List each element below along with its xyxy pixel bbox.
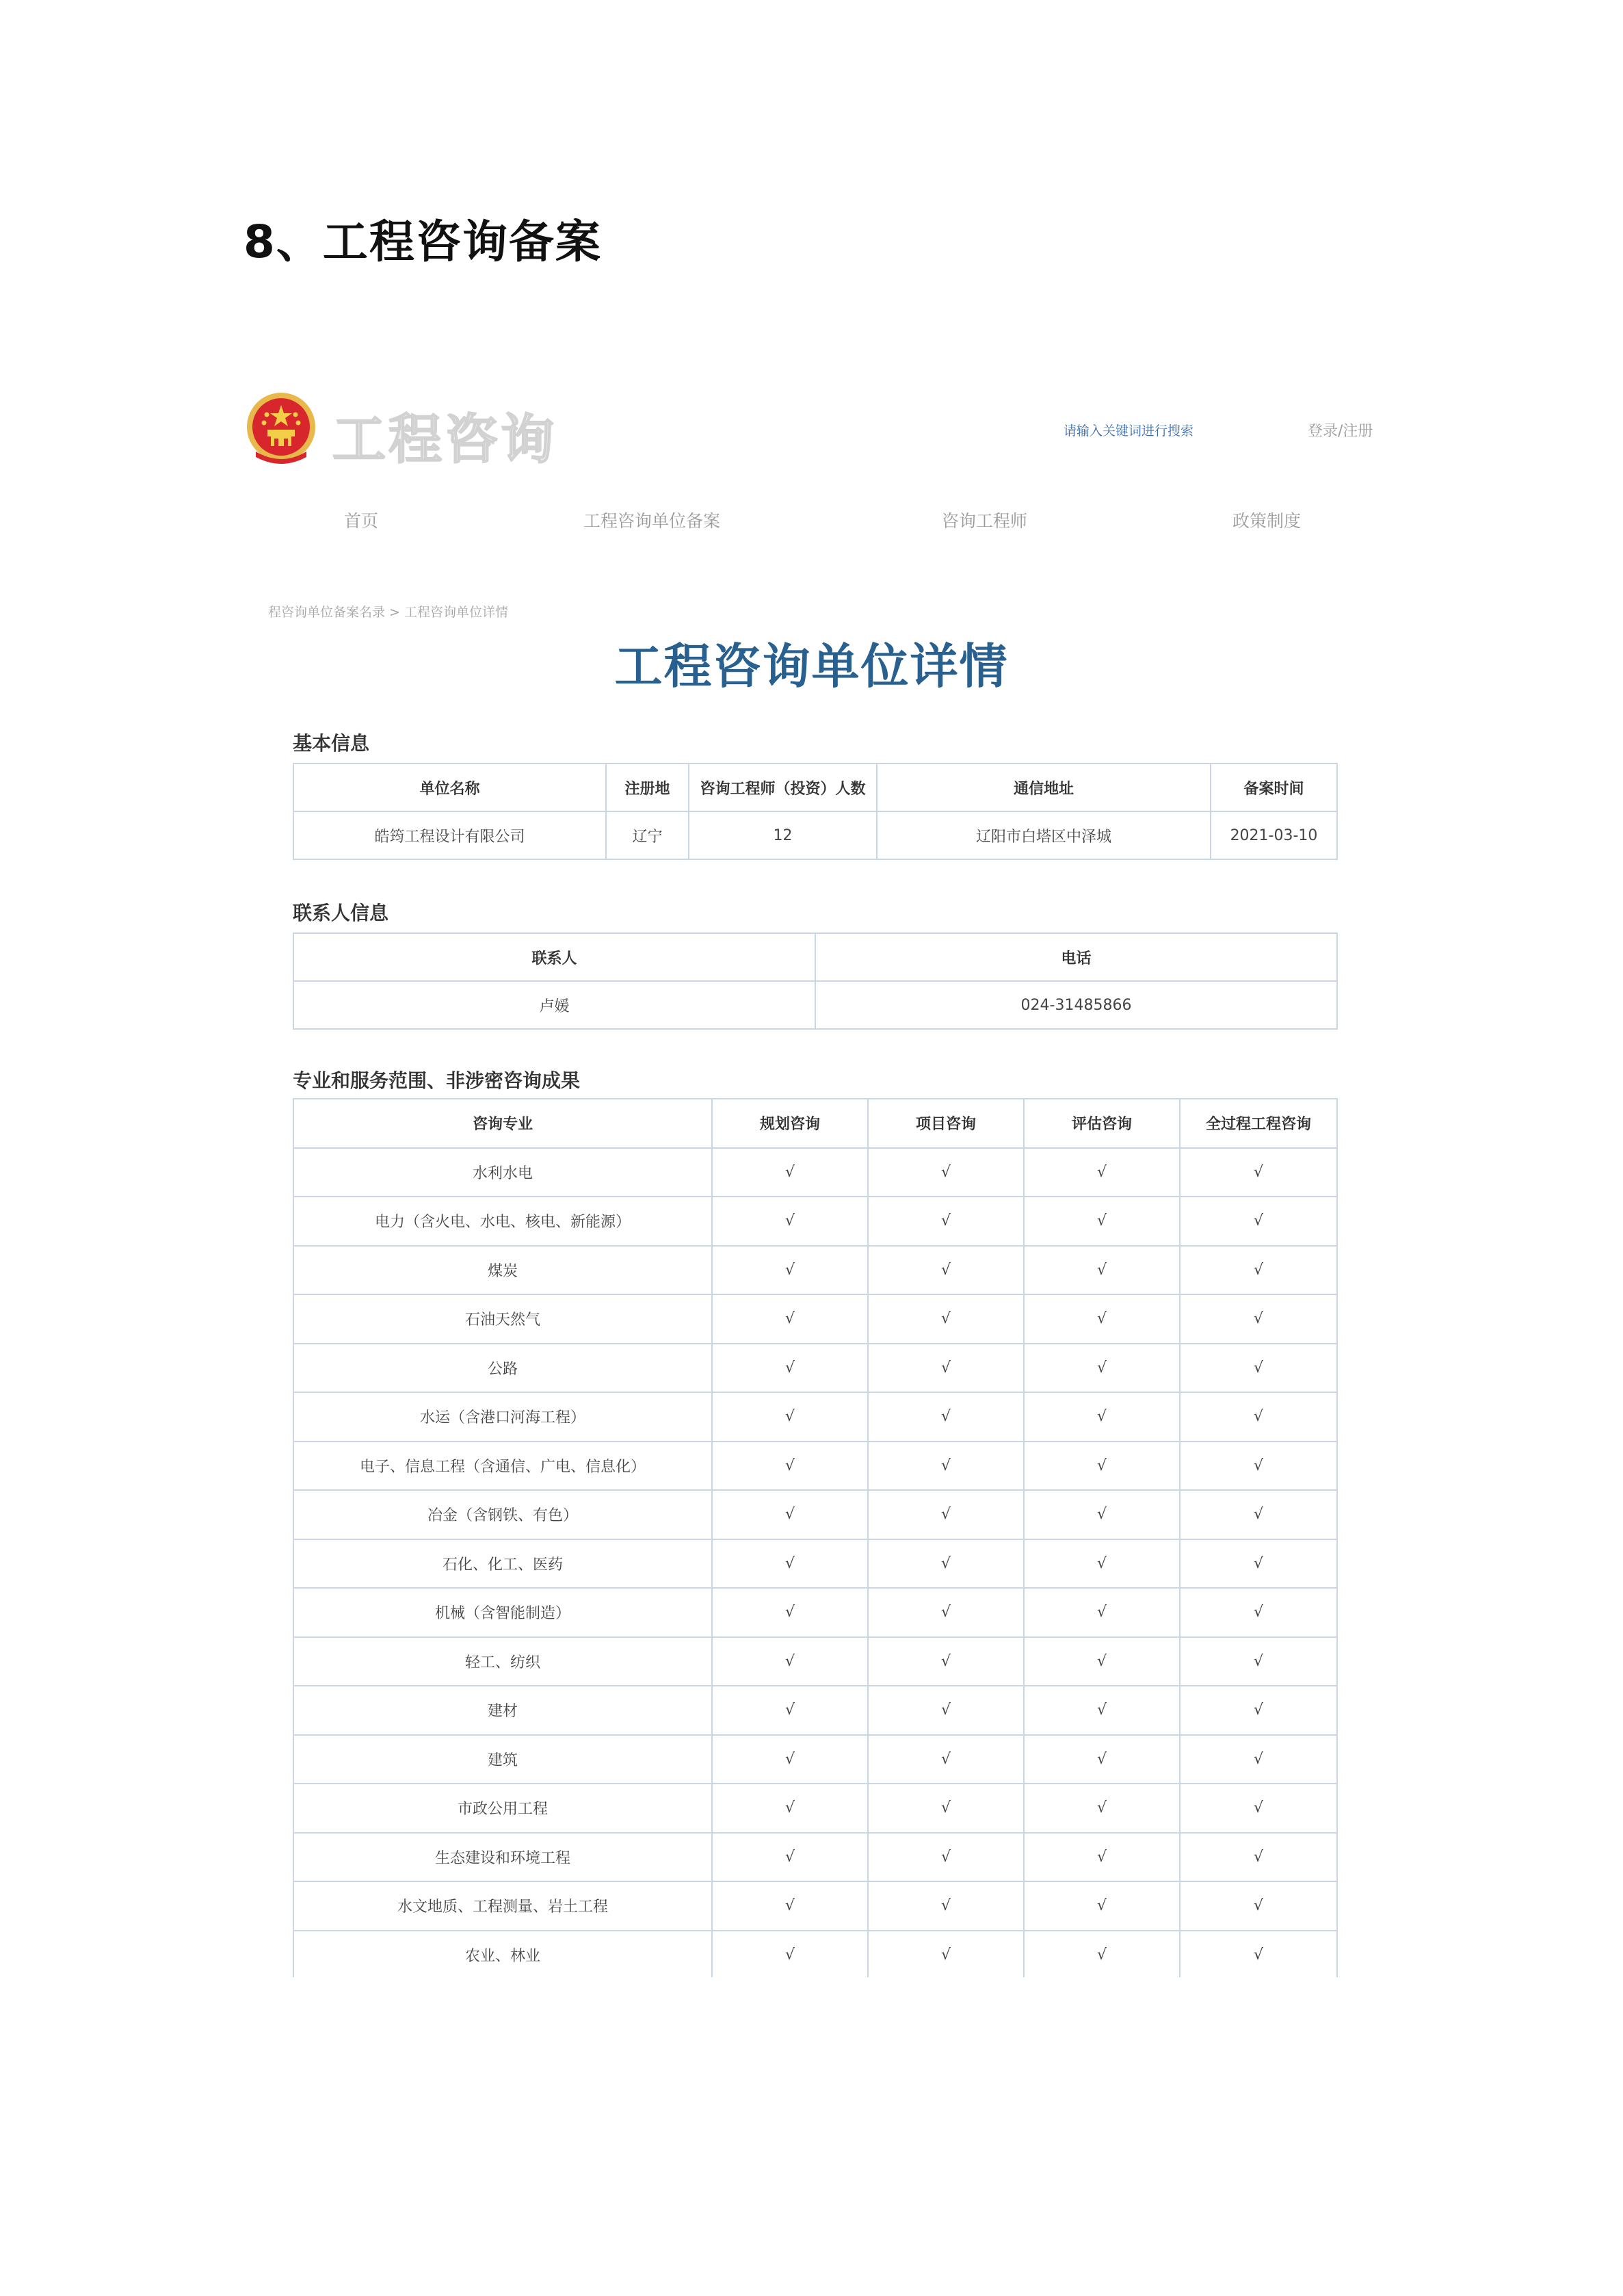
check-mark: √	[868, 1931, 1024, 1978]
check-mark: √	[712, 1294, 868, 1344]
specialty-name: 水利水电	[293, 1148, 712, 1197]
check-mark: √	[712, 1931, 868, 1978]
check-mark: √	[1024, 1344, 1180, 1393]
site-logo-text[interactable]: 工程咨询	[332, 409, 557, 471]
check-mark: √	[1024, 1392, 1180, 1441]
check-mark: √	[868, 1246, 1024, 1295]
check-mark: √	[1180, 1833, 1337, 1882]
specialty-name: 煤炭	[293, 1246, 712, 1295]
check-mark: √	[868, 1392, 1024, 1441]
header-evaluation: 评估咨询	[1024, 1099, 1180, 1148]
check-mark: √	[1024, 1148, 1180, 1197]
check-mark: √	[868, 1686, 1024, 1735]
check-mark: √	[712, 1637, 868, 1686]
table-row	[293, 811, 1337, 859]
table-row	[293, 1392, 1337, 1441]
check-mark: √	[712, 1588, 868, 1637]
search-input[interactable]: 请输入关键词进行搜索	[1064, 423, 1194, 439]
check-mark: √	[1024, 1539, 1180, 1589]
check-mark: √	[1180, 1881, 1337, 1931]
section-heading: 8、工程咨询备案	[243, 216, 602, 268]
contact-info-table	[293, 932, 1338, 1030]
header-unit-name: 单位名称	[293, 764, 606, 811]
nav-policy[interactable]: 政策制度	[1232, 511, 1302, 531]
filing-date: 2021-03-10	[1211, 811, 1337, 859]
check-mark: √	[1180, 1490, 1337, 1539]
check-mark: √	[1024, 1735, 1180, 1784]
check-mark: √	[712, 1686, 868, 1735]
check-mark: √	[1180, 1784, 1337, 1833]
header-phone: 电话	[815, 933, 1337, 981]
check-mark: √	[712, 1881, 868, 1931]
scope-table-viewport	[287, 1098, 1344, 1977]
check-mark: √	[712, 1197, 868, 1246]
specialty-name: 电力（含火电、水电、核电、新能源）	[293, 1197, 712, 1246]
specialty-name: 机械（含智能制造）	[293, 1588, 712, 1637]
check-mark: √	[1180, 1686, 1337, 1735]
check-mark: √	[712, 1539, 868, 1589]
check-mark: √	[1024, 1686, 1180, 1735]
table-row	[293, 1588, 1337, 1637]
specialty-name: 轻工、纺织	[293, 1637, 712, 1686]
check-mark: √	[1024, 1588, 1180, 1637]
check-mark: √	[712, 1735, 868, 1784]
check-mark: √	[712, 1392, 868, 1441]
check-mark: √	[868, 1637, 1024, 1686]
specialty-name: 市政公用工程	[293, 1784, 712, 1833]
table-row	[293, 1441, 1337, 1491]
header-project: 项目咨询	[868, 1099, 1024, 1148]
nav-unit-filing[interactable]: 工程咨询单位备案	[583, 511, 721, 531]
header-address: 通信地址	[877, 764, 1211, 811]
engineer-count: 12	[689, 811, 877, 859]
check-mark: √	[712, 1246, 868, 1295]
address: 辽阳市白塔区中泽城	[877, 811, 1211, 859]
check-mark: √	[712, 1441, 868, 1491]
check-mark: √	[868, 1148, 1024, 1197]
check-mark: √	[1024, 1784, 1180, 1833]
check-mark: √	[1180, 1637, 1337, 1686]
check-mark: √	[712, 1148, 868, 1197]
check-mark: √	[1024, 1637, 1180, 1686]
contact-person: 卢媛	[293, 981, 815, 1029]
check-mark: √	[1180, 1441, 1337, 1491]
scope-table	[293, 1098, 1338, 1977]
check-mark: √	[1024, 1490, 1180, 1539]
header-contact-person: 联系人	[293, 933, 815, 981]
specialty-name: 石化、化工、医药	[293, 1539, 712, 1589]
check-mark: √	[712, 1344, 868, 1393]
check-mark: √	[712, 1833, 868, 1882]
check-mark: √	[868, 1784, 1024, 1833]
check-mark: √	[868, 1490, 1024, 1539]
contact-info-title: 联系人信息	[293, 902, 389, 924]
table-row	[293, 1246, 1337, 1295]
check-mark: √	[1024, 1246, 1180, 1295]
specialty-name: 水运（含港口河海工程）	[293, 1392, 712, 1441]
check-mark: √	[1024, 1833, 1180, 1882]
specialty-name: 电子、信息工程（含通信、广电、信息化）	[293, 1441, 712, 1491]
header-filing-date: 备案时间	[1211, 764, 1337, 811]
specialty-name: 冶金（含钢铁、有色）	[293, 1490, 712, 1539]
table-row	[293, 1197, 1337, 1246]
national-emblem-icon	[243, 391, 319, 467]
check-mark: √	[1180, 1344, 1337, 1393]
specialty-name: 石油天然气	[293, 1294, 712, 1344]
table-row	[293, 981, 1337, 1029]
check-mark: √	[1180, 1294, 1337, 1344]
table-row	[293, 1344, 1337, 1393]
table-row	[293, 1637, 1337, 1686]
check-mark: √	[868, 1735, 1024, 1784]
specialty-name: 农业、林业	[293, 1931, 712, 1978]
table-row	[293, 1686, 1337, 1735]
table-row	[293, 1833, 1337, 1882]
table-row	[293, 1539, 1337, 1589]
header-whole-process: 全过程工程咨询	[1180, 1099, 1337, 1148]
header-specialty: 咨询专业	[293, 1099, 712, 1148]
check-mark: √	[1180, 1931, 1337, 1978]
check-mark: √	[712, 1784, 868, 1833]
table-row	[293, 1784, 1337, 1833]
basic-info-title: 基本信息	[293, 732, 370, 755]
basic-info-table	[293, 763, 1338, 860]
table-row	[293, 1881, 1337, 1931]
check-mark: √	[868, 1294, 1024, 1344]
breadcrumb[interactable]: 程咨询单位备案名录 > 工程咨询单位详情	[268, 605, 509, 620]
check-mark: √	[1180, 1588, 1337, 1637]
check-mark: √	[1024, 1441, 1180, 1491]
header-engineer-count: 咨询工程师（投资）人数	[689, 764, 877, 811]
check-mark: √	[1180, 1735, 1337, 1784]
scope-title: 专业和服务范围、非涉密咨询成果	[293, 1069, 581, 1092]
check-mark: √	[868, 1441, 1024, 1491]
check-mark: √	[1024, 1881, 1180, 1931]
table-row	[293, 1490, 1337, 1539]
page-title: 工程咨询单位详情	[614, 638, 1009, 694]
login-link[interactable]: 登录/注册	[1308, 423, 1373, 440]
check-mark: √	[868, 1344, 1024, 1393]
specialty-name: 建材	[293, 1686, 712, 1735]
check-mark: √	[868, 1588, 1024, 1637]
check-mark: √	[1180, 1197, 1337, 1246]
check-mark: √	[712, 1490, 868, 1539]
check-mark: √	[868, 1833, 1024, 1882]
nav-home[interactable]: 首页	[344, 511, 379, 531]
specialty-name: 公路	[293, 1344, 712, 1393]
unit-name: 皓筠工程设计有限公司	[293, 811, 606, 859]
check-mark: √	[1180, 1246, 1337, 1295]
check-mark: √	[1024, 1931, 1180, 1978]
specialty-name: 生态建设和环境工程	[293, 1833, 712, 1882]
table-row	[293, 1735, 1337, 1784]
header-reg-place: 注册地	[606, 764, 689, 811]
check-mark: √	[868, 1539, 1024, 1589]
check-mark: √	[1180, 1148, 1337, 1197]
check-mark: √	[1024, 1197, 1180, 1246]
nav-consulting-engineer[interactable]: 咨询工程师	[942, 511, 1028, 531]
check-mark: √	[1180, 1539, 1337, 1589]
specialty-name: 建筑	[293, 1735, 712, 1784]
check-mark: √	[1180, 1392, 1337, 1441]
phone: 024-31485866	[815, 981, 1337, 1029]
table-row	[293, 1294, 1337, 1344]
check-mark: √	[1024, 1294, 1180, 1344]
specialty-name: 水文地质、工程测量、岩土工程	[293, 1881, 712, 1931]
check-mark: √	[868, 1197, 1024, 1246]
check-mark: √	[868, 1881, 1024, 1931]
table-row	[293, 1148, 1337, 1197]
reg-place: 辽宁	[606, 811, 689, 859]
table-row	[293, 1931, 1337, 1978]
header-planning: 规划咨询	[712, 1099, 868, 1148]
